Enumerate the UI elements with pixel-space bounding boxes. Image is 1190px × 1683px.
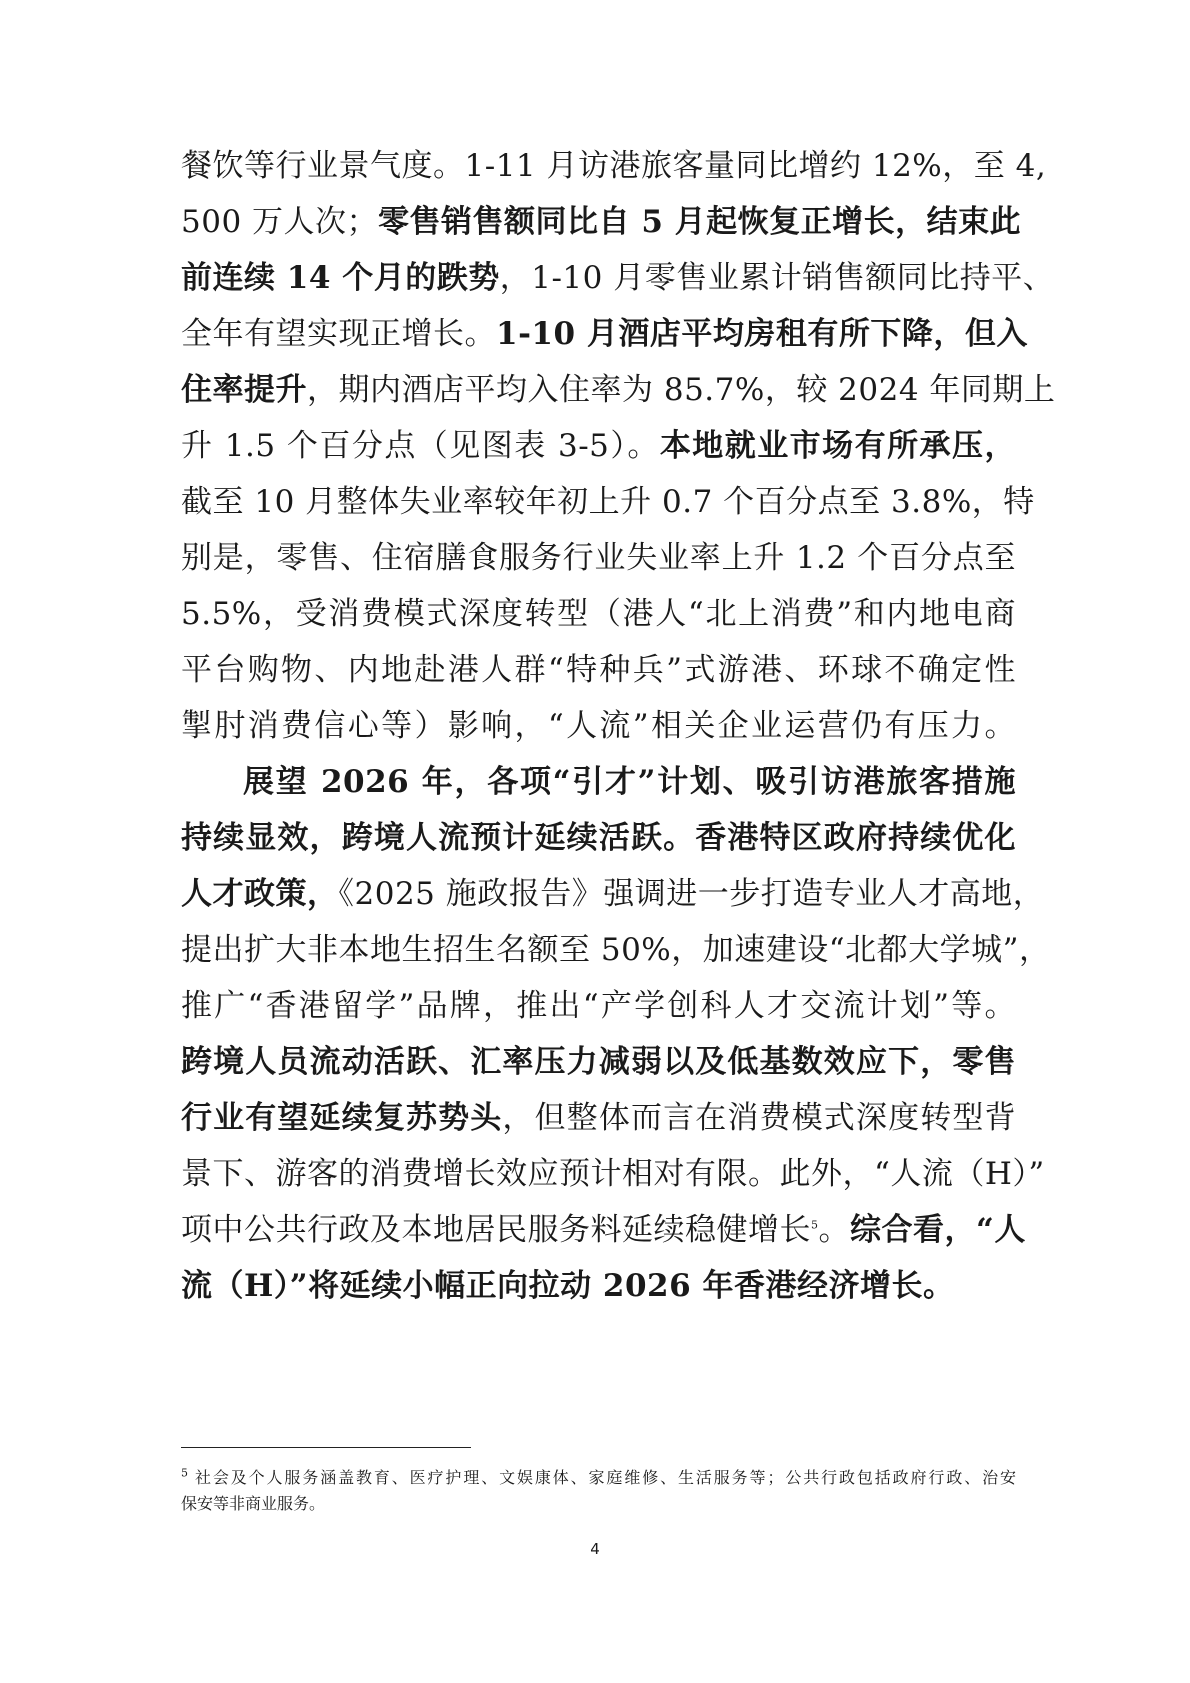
paragraph-line: 平台购物、内地赴港人群“特种兵”式游港、环球不确定性 [181, 652, 1016, 688]
paragraph-line: 提出扩大非本地生招生名额至 50%，加速建设“北都大学城”， [181, 932, 1051, 968]
paragraph-line: 跨境人员流动活跃、汇率压力减弱以及低基数效应下，零售 [181, 1044, 1016, 1080]
footnote-reference[interactable]: 5 [811, 1218, 819, 1232]
paragraph-line: 行业有望延续复苏势头，但整体而言在消费模式深度转型背 [181, 1100, 1017, 1136]
paragraph-line: 前连续 14 个月的跌势，1-10 月零售业累计销售额同比持平、 [181, 260, 1055, 296]
footnote-line: 保安等非商业服务。 [181, 1494, 326, 1513]
footnote-line: $^5$ 社会及个人服务涵盖教育、医疗护理、文娱康体、家庭维修、生活服务等；公共行政包括政府行政、治安 [181, 1466, 1016, 1487]
paragraph-line: 5.5%，受消费模式深度转型（港人“北上消费”和内地电商 [181, 596, 1016, 632]
paragraph-line: 住率提升，期内酒店平均入住率为 85.7%，较 2024 年同期上 [181, 372, 1056, 408]
paragraph-line: 500 万人次；零售销售额同比自 5 月起恢复正增长，结束此 [181, 204, 1022, 240]
footnote-marker: 5 [181, 1466, 188, 1480]
paragraph-line: 项中公共行政及本地居民服务料延续稳健增长$^5$。综合看，“人 [181, 1212, 1026, 1248]
paragraph-line: 展望 2026 年，各项“引才”计划、吸引访港旅客措施 [243, 764, 1016, 800]
paragraph-line: 人才政策，《2025 施政报告》强调进一步打造专业人才高地， [181, 876, 1045, 912]
paragraph-line: 餐饮等行业景气度。1-11 月访港旅客量同比增约 12%，至 4, [181, 148, 1047, 184]
paragraph-line: 全年有望实现正增长。1-10 月酒店平均房租有所下降，但入 [181, 316, 1028, 352]
paragraph-line: 持续显效，跨境人流预计延续活跃。香港特区政府持续优化 [181, 820, 1016, 856]
paragraph-line: 截至 10 月整体失业率较年初上升 0.7 个百分点至 3.8%，特 [181, 484, 1035, 520]
paragraph-line: 推广“香港留学”品牌，推出“产学创科人才交流计划”等。 [181, 988, 1016, 1024]
paragraph-line: 流（H）”将延续小幅正向拉动 2026 年香港经济增长。 [181, 1268, 955, 1304]
paragraph-line: 景下、游客的消费增长效应预计相对有限。此外，“人流（H）” [181, 1156, 1045, 1192]
footnote-divider [181, 1447, 471, 1448]
page-number: 4 [590, 1540, 600, 1558]
paragraph-line: 别是，零售、住宿膳食服务行业失业率上升 1.2 个百分点至 [181, 540, 1016, 576]
paragraph-line: 掣肘消费信心等）影响，“人流”相关企业运营仍有压力。 [181, 708, 1016, 744]
paragraph-line: 升 1.5 个百分点（见图表 3-5）。本地就业市场有所承压， [181, 428, 1016, 464]
